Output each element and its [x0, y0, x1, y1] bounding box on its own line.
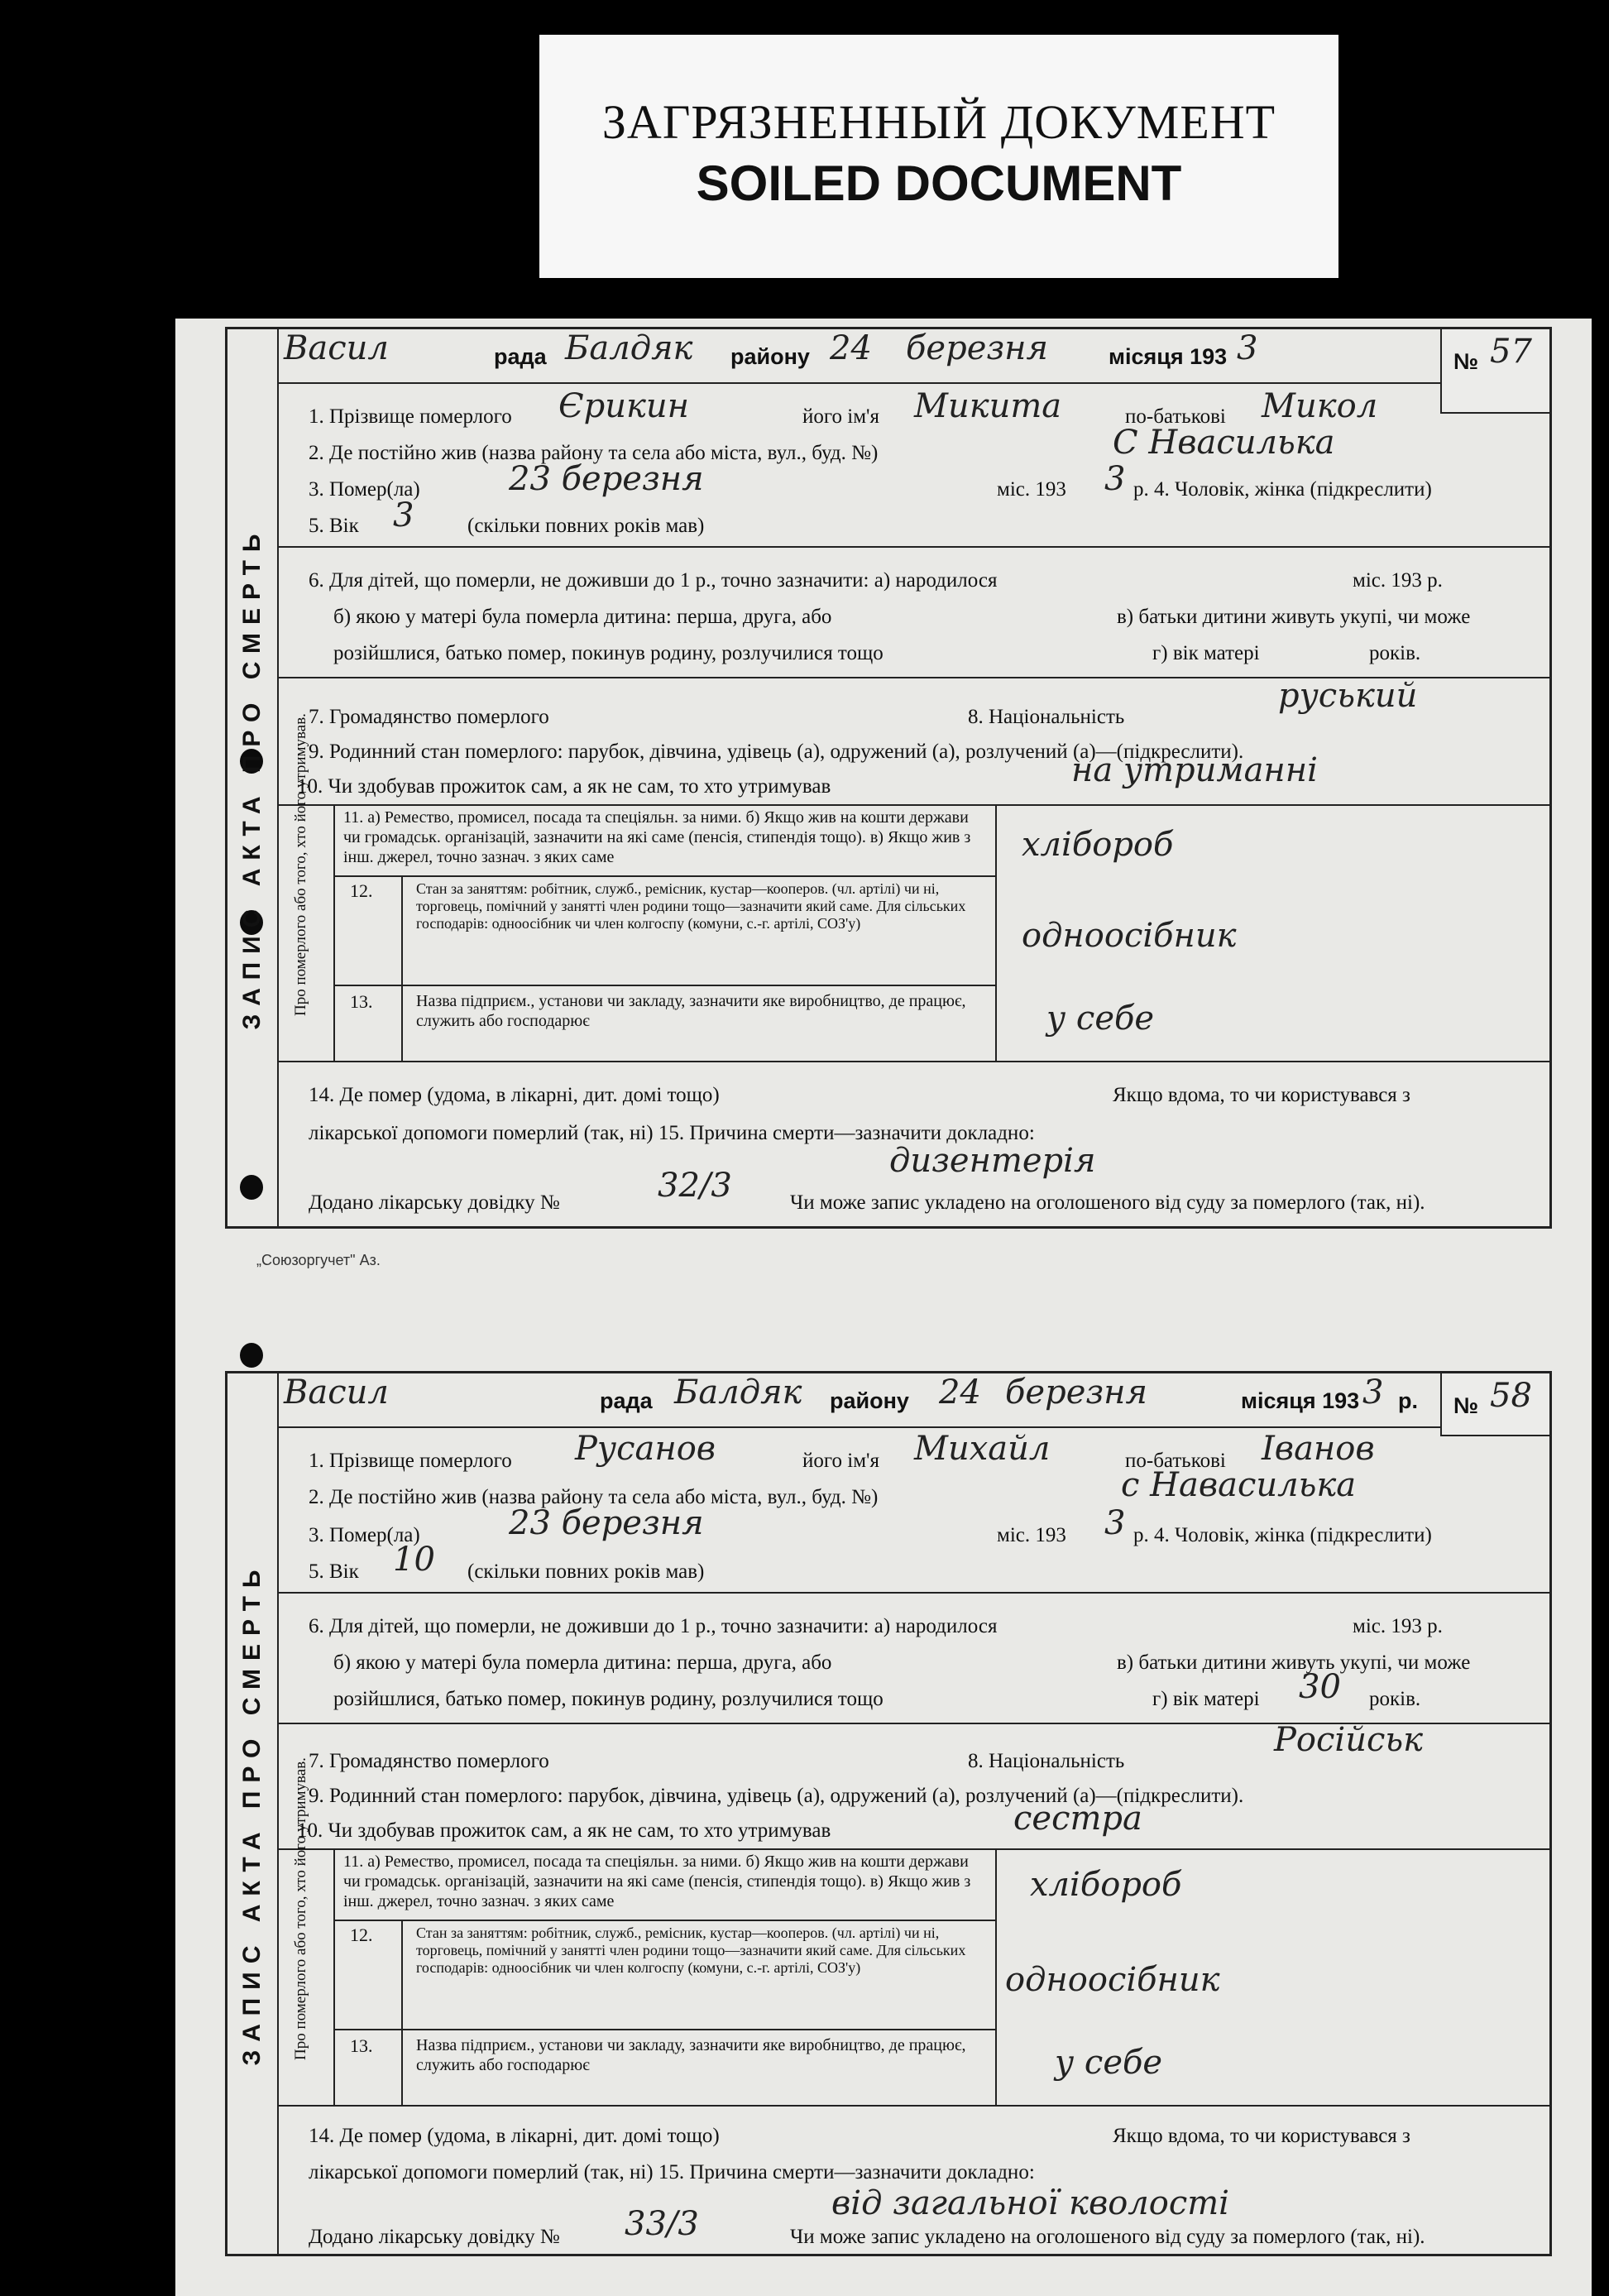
divider — [277, 2105, 1549, 2107]
field-sex-label: р. 4. Чоловік, жінка (підкреслити) — [1133, 478, 1432, 501]
field-workplace-label: Назва підприєм., установи чи закладу, зазначити яке виробництво, де працює, служить або господарює — [416, 2036, 966, 2074]
field-surname-label: 1. Прізвище померлого — [309, 1450, 512, 1472]
field-age-note: (скільки повних років мав) — [467, 515, 705, 537]
workplace-value: у себе — [1046, 999, 1155, 1038]
surname-value: Русанов — [575, 1430, 716, 1468]
divider — [277, 1061, 1549, 1062]
month-label: місяця 193 — [1241, 1388, 1360, 1413]
field-infant-month: міс. 193 р. — [1353, 1615, 1443, 1637]
month-label: місяця 193 — [1109, 344, 1228, 369]
field-mother-age-label: г) вік матері — [1152, 642, 1260, 664]
field-infant-label: 6. Для дітей, що померли, не доживши до 1 р., точно зазначити: а) народилося — [309, 1615, 998, 1637]
status-value: одноосібник — [1022, 917, 1237, 955]
day-handwritten: 24 — [830, 329, 872, 367]
field-status-label: Стан за заняттям: робітник, служб., ремісник, кустар—кооперов. (чл. артілі) чи ні, торговець, помічний у занятті член родини тощо—зазначити який саме. Для сільських господарів: одноосібник чи член колгоспу (комуни, с.-г. артілі, СОЗ'у) — [416, 880, 966, 932]
form-header — [277, 329, 1549, 384]
years-label: років. — [1369, 642, 1421, 664]
district-handwritten: Балдяк — [565, 329, 693, 367]
field-status-label: Стан за заняттям: робітник, служб., ремісник, кустар—кооперов. (чл. артілі) чи ні, торговець, помічний у занятті член родини тощо—зазначити який саме. Для сільських господарів: одноосібник чи член колгоспу (комуни, с.-г. артілі, СОЗ'у) — [416, 1925, 966, 1976]
field-marital-label: 9. Родинний стан померлого: парубок, дівчина, удівець (а), одружений (а), розлучений (а)—(підкреслити). — [309, 741, 1244, 763]
field-cause-label: лікарської допомоги померлий (так, ні) 15. Причина смерти—зазначити докладно: — [309, 1122, 1035, 1144]
form-side-title: ЗАПИС АКТА ПРО СМЕРТЬ — [238, 525, 266, 1030]
field-place-of-death-label: 14. Де помер (удома, в лікарні, дит. домі тощо) — [309, 2125, 720, 2147]
label-russian: ЗАГРЯЗНЕННЫЙ ДОКУМЕНТ — [601, 95, 1276, 149]
field-name-label: його ім'я — [802, 405, 880, 428]
field-surname-label: 1. Прізвище померлого — [309, 405, 512, 428]
field-certificate-label: Додано лікарську довідку № — [309, 1191, 560, 1214]
record-number-box — [1440, 329, 1549, 414]
divider — [333, 985, 995, 986]
nationality-value: Російськ — [1274, 1721, 1424, 1759]
field-medical-help-label: Якщо вдома, то чи користувався з — [1113, 1084, 1410, 1106]
raion-label: району — [730, 344, 810, 369]
field-medical-help-label: Якщо вдома, то чи користувався з — [1113, 2125, 1410, 2147]
age-value: 3 — [393, 496, 414, 534]
record-sheet — [175, 319, 1592, 2296]
field-place-of-death-label: 14. Де помер (удома, в лікарні, дит. домі тощо) — [309, 1084, 720, 1106]
divider — [333, 1848, 335, 2105]
field-sex-label: р. 4. Чоловік, жінка (підкреслити) — [1133, 1524, 1432, 1546]
years-label: років. — [1369, 1688, 1421, 1710]
field-certificate-label: Додано лікарську довідку № — [309, 2226, 560, 2248]
field-death-date-label: 3. Помер(ла) — [309, 1524, 420, 1546]
field-12-number: 12. — [350, 880, 373, 901]
field-name-label: його ім'я — [802, 1450, 880, 1472]
day-handwritten: 24 — [939, 1373, 981, 1412]
death-date-value: 23 березня — [509, 1504, 704, 1542]
field-workplace-label: Назва підприєм., установи чи закладу, зазначити яке виробництво, де працює, служить або господарює — [416, 992, 966, 1030]
field-parents-label: в) батьки дитини живуть укупі, чи може — [1117, 606, 1471, 628]
divider — [995, 804, 997, 1061]
residence-value: С Нвасилька — [1113, 424, 1335, 462]
field-death-date-label: 3. Помер(ла) — [309, 478, 420, 501]
field-marital-label: 9. Родинний стан померлого: парубок, дівчина, удівець (а), одружений (а), розлучений (а)—(підкреслити). — [309, 1785, 1244, 1807]
field-parents-status: розійшлися, батько помер, покинув родину, розлучилися тощо — [333, 642, 884, 664]
district-handwritten: Балдяк — [674, 1373, 802, 1412]
divider — [401, 875, 403, 1061]
field-mother-age-label: г) вік матері — [1152, 1688, 1260, 1710]
age-value: 10 — [393, 1541, 435, 1579]
record-number: 58 — [1490, 1377, 1532, 1415]
divider — [995, 1848, 997, 2105]
field-13-number: 13. — [350, 991, 373, 1012]
supporter-value: сестра — [1013, 1800, 1142, 1838]
death-record-form-2 — [225, 1371, 1552, 2256]
form-side-title: ЗАПИС АКТА ПРО СМЕРТЬ — [238, 1561, 266, 2066]
field-court-label: Чи може запис укладено на оголошеного від суду за померлого (так, ні). — [790, 2226, 1425, 2248]
cause-value: від загальної кволості — [831, 2184, 1229, 2222]
occupation-value: хлібороб — [1030, 1866, 1182, 1904]
divider — [333, 2029, 995, 2030]
field-age-label: 5. Вік — [309, 515, 359, 537]
field-infant-month: міс. 193 р. — [1353, 569, 1443, 592]
number-label: № — [1453, 1393, 1479, 1418]
record-number: 57 — [1490, 333, 1532, 371]
field-age-note: (скільки повних років мав) — [467, 1560, 705, 1583]
field-occupation-label: 11. а) Ремество, промисел, посада та спеціяльн. за ними. б) Якщо жив на кошти держави чи громадськ. організацій, зазначити на які саме (пенсія, стипендія тощо). в) Якщо жив з інш. джерел, точно зазнач. з яких саме — [343, 808, 971, 866]
year-handwritten: 3 — [1362, 1373, 1384, 1412]
field-month-label: міс. 193 — [997, 478, 1066, 501]
form-side-column — [227, 1373, 279, 2254]
occupation-side-label: Про померлого або того, хто його утримував. — [292, 1757, 309, 2060]
printer-mark: „Союзоргучет" Аз. — [256, 1252, 381, 1268]
supporter-value: на утриманні — [1071, 751, 1318, 789]
form-header — [277, 1373, 1549, 1428]
death-date-value: 23 березня — [509, 460, 704, 498]
divider — [333, 875, 995, 877]
field-12-number: 12. — [350, 1925, 373, 1945]
death-year-value: 3 — [1104, 460, 1126, 498]
form-side-column — [227, 329, 279, 1226]
punch-hole — [240, 1343, 263, 1368]
raion-label: району — [830, 1388, 909, 1413]
divider — [277, 804, 1549, 806]
record-number-box — [1440, 1373, 1549, 1436]
field-month-label: міс. 193 — [997, 1524, 1066, 1546]
field-13-number: 13. — [350, 2035, 373, 2056]
field-support-label: 10. Чи здобував прожиток сам, а як не сам, то хто утримував — [297, 775, 831, 798]
field-cause-label: лікарської допомоги померлий (так, ні) 15. Причина смерти—зазначити докладно: — [309, 2161, 1035, 2183]
month-handwritten: березня — [1005, 1373, 1148, 1412]
field-residence-label: 2. Де постійно жив (назва району та села або міста, вул., буд. №) — [309, 442, 879, 464]
field-residence-label: 2. Де постійно жив (назва району та села або міста, вул., буд. №) — [309, 1486, 879, 1508]
field-patronymic-label: по-батькові — [1125, 1450, 1226, 1472]
village-handwritten: Васил — [284, 329, 389, 367]
number-label: № — [1453, 349, 1479, 374]
patronymic-value: Микол — [1262, 387, 1378, 425]
field-child-order-label: б) якою у матері була померла дитина: перша, друга, або — [333, 1651, 832, 1674]
field-child-order-label: б) якою у матері була померла дитина: перша, друга, або — [333, 606, 832, 628]
field-parents-status: розійшлися, батько помер, покинув родину, розлучилися тощо — [333, 1688, 884, 1710]
field-occupation-label: 11. а) Ремество, промисел, посада та спеціяльн. за ними. б) Якщо жив на кошти держави чи громадськ. організацій, зазначити на які саме (пенсія, стипендія тощо). в) Якщо жив з інш. джерел, точно зазнач. з яких саме — [343, 1853, 971, 1910]
field-infant-label: 6. Для дітей, що померли, не доживши до 1 р., точно зазначити: а) народилося — [309, 569, 998, 592]
divider — [333, 1920, 995, 1921]
divider — [277, 1848, 1549, 1850]
rada-label: рада — [494, 344, 547, 369]
patronymic-value: Іванов — [1262, 1430, 1375, 1468]
field-age-label: 5. Вік — [309, 1560, 359, 1583]
field-citizenship-label: 7. Громадянство померлого — [309, 1750, 549, 1772]
field-patronymic-label: по-батькові — [1125, 405, 1226, 428]
nationality-value: руський — [1278, 677, 1418, 715]
divider — [277, 1592, 1549, 1594]
residence-value: с Навасилька — [1121, 1466, 1357, 1504]
month-handwritten: березня — [906, 329, 1049, 367]
field-citizenship-label: 7. Громадянство померлого — [309, 706, 549, 728]
occupation-side-label: Про померлого або того, хто його утримував. — [292, 713, 309, 1016]
certificate-value: 33/3 — [625, 2205, 699, 2243]
divider — [277, 546, 1549, 548]
name-value: Микита — [914, 387, 1062, 425]
surname-value: Єрикин — [558, 387, 689, 425]
label-english: SOILED DOCUMENT — [696, 156, 1182, 211]
status-value: одноосібник — [1005, 1961, 1220, 1999]
occupation-value: хлібороб — [1022, 826, 1174, 864]
field-nationality-label: 8. Національність — [968, 706, 1125, 728]
field-court-label: Чи може запис укладено на оголошеного від суду за померлого (так, ні). — [790, 1191, 1425, 1214]
certificate-value: 32/3 — [658, 1167, 732, 1205]
workplace-value: у себе — [1055, 2044, 1163, 2082]
cause-value: дизентерія — [889, 1142, 1096, 1180]
year-suffix: р. — [1398, 1388, 1418, 1413]
death-year-value: 3 — [1104, 1504, 1126, 1542]
name-value: Михайл — [914, 1430, 1051, 1468]
divider — [333, 804, 335, 1061]
rada-label: рада — [600, 1388, 653, 1413]
field-parents-label: в) батьки дитини живуть укупі, чи може — [1117, 1651, 1471, 1674]
death-record-form-1 — [225, 327, 1552, 1229]
mother-age-value: 30 — [1299, 1668, 1341, 1706]
soiled-document-label — [539, 35, 1338, 278]
year-handwritten: 3 — [1237, 329, 1258, 367]
field-nationality-label: 8. Національність — [968, 1750, 1125, 1772]
field-support-label: 10. Чи здобував прожиток сам, а як не сам, то хто утримував — [297, 1819, 831, 1842]
divider — [401, 1920, 403, 2105]
village-handwritten: Васил — [284, 1373, 389, 1412]
